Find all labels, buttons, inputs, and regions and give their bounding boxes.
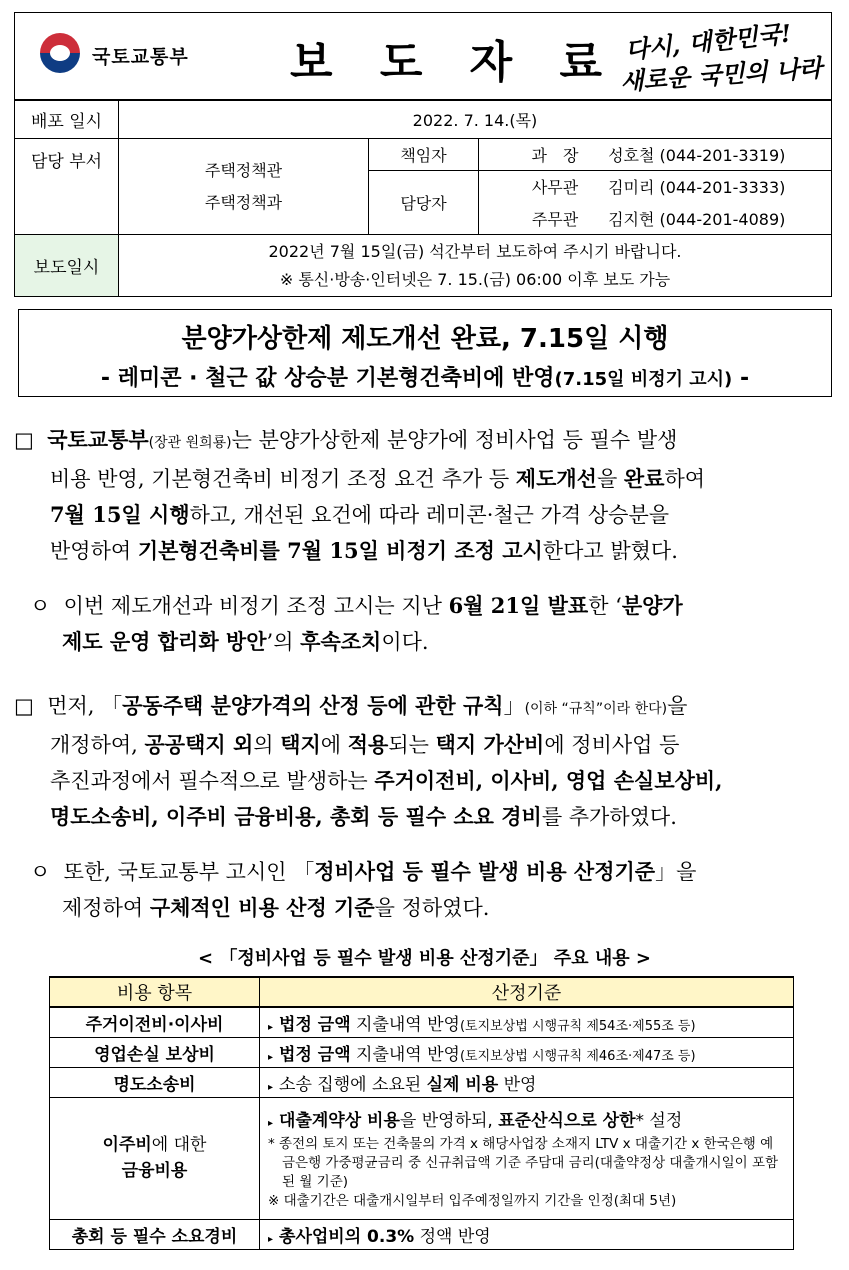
p1-line4-c: 한다고 밝혔다. — [542, 539, 678, 563]
p1-line2: 비용 반영, 기본형건축비 비정기 조정 요건 추가 등 — [50, 467, 516, 491]
staff2-row — [479, 203, 832, 235]
p3-line4-c: 를 추가하였다. — [541, 805, 677, 829]
p3-line1-a: 먼저, 「 — [47, 694, 123, 718]
r4-footnote: * 종전의 토지 또는 건축물의 가격 x 해당사업장 소재지 LTV x 대출기간 x 한국은행 예금은행 가중평균금리 중 신규취급액 기준 주담대 금리(대출약정상 대출개시일이 포함된 월 기준) — [268, 1135, 779, 1190]
p3-line1-c: 」 — [503, 694, 525, 718]
r1-note: (토지보상법 시행규칙 제54조·제55조 등) — [459, 1018, 696, 1034]
r4-item-a: 이주비 — [102, 1135, 152, 1155]
paragraph-3 — [14, 688, 839, 835]
headline-box — [18, 309, 832, 397]
staff1-row — [479, 171, 832, 203]
p1-line2-bold1: 제도개선 — [515, 466, 597, 491]
p3-line2-e: 에 — [320, 733, 348, 757]
row-item: 주거이전비·이사비 — [50, 1007, 260, 1037]
table-row — [50, 1037, 794, 1067]
p1-line3-bold: 7월 15일 시행 — [50, 502, 190, 527]
p3-line3-a: 추진과정에서 필수적으로 발생하는 — [50, 769, 375, 793]
p3-line2-a: 개정하여, — [50, 733, 145, 757]
r4-bold2: 표준산식으로 상한 — [498, 1110, 636, 1131]
column-header-standard: 산정기준 — [260, 977, 794, 1007]
p3-line3-bold: 주거이전비, 이사비, 영업 손실보상비, — [374, 768, 723, 793]
dept-names — [119, 139, 369, 235]
table-row — [50, 1067, 794, 1097]
r1-bold: 법정 금액 — [279, 1014, 351, 1035]
row-standard: ▸ 법정 금액 지출내역 반영(토지보상법 시행규칙 제46조·제47조 등) — [260, 1037, 794, 1067]
p2-line1-bold: 6월 21일 발표 — [448, 593, 589, 618]
square-bullet: □ — [14, 428, 34, 452]
government-logo-icon — [40, 33, 80, 73]
document-type: 보 도 자 료 — [290, 37, 618, 88]
p3-line2-d: 택지 — [280, 732, 321, 757]
p1-line4-bold: 기본형건축비를 7월 15일 비정기 조정 고시 — [137, 538, 543, 563]
table-row — [50, 1007, 794, 1037]
p3-line2-f: 적용 — [347, 732, 389, 757]
p1-line2-d: 하여 — [664, 467, 706, 491]
headline-sub-text: - 레미콘 · 철근 값 상승분 기본형건축비에 반영 — [100, 366, 555, 391]
resp-title: 과 장 — [531, 146, 579, 165]
r4-bold1: 대출계약상 비용 — [279, 1110, 400, 1131]
p2-line2-c: ’의 — [266, 630, 301, 654]
r4-reference-note: ※ 대출기간은 대출개시일부터 입주예정일까지 기간을 인정(최대 5년) — [268, 1192, 677, 1209]
p3-line4-bold: 명도소송비, 이주비 금융비용, 총회 등 필수 소요 경비 — [50, 804, 542, 829]
ministry-name: 국토교통부 — [92, 46, 189, 68]
slogan-line2: 새로운 국민의 나라 — [619, 52, 824, 97]
release-value: 2022. 7. 14.(목) — [119, 101, 832, 139]
circle-bullet: ㅇ — [30, 594, 51, 618]
p1-line2-bold2: 완료 — [623, 466, 665, 491]
r5-bold: 총사업비의 0.3% — [279, 1226, 415, 1247]
dept-line2: 주택정책과 — [204, 192, 283, 212]
p2-line1-d: 분양가 — [621, 593, 683, 618]
p4-line1-c: 」을 — [655, 860, 697, 884]
resp-row — [479, 139, 832, 171]
headline-sub — [19, 361, 831, 392]
row-item: 영업손실 보상비 — [50, 1037, 260, 1067]
square-bullet-2: □ — [14, 694, 34, 718]
p3-line1-d: 을 — [667, 694, 688, 718]
staff2-title: 주무관 — [531, 209, 579, 229]
p4-line1-a: 또한, 국토교통부 고시인 「 — [63, 860, 315, 884]
p1-line1: 는 분양가상한제 분양가에 정비사업 등 필수 발생 — [231, 428, 678, 452]
release-label: 배포 일시 — [15, 101, 119, 139]
circle-bullet-2: ㅇ — [30, 860, 51, 884]
row-standard: ▸ 대출계약상 비용을 반영하되, 표준산식으로 상한* 설정 * 종전의 토지 또는 건축물의 가격 x 해당사업장 소재지 LTV x 대출기간 x 한국은행 예금은행 가중평균금리 중 신규취급액 기준 주담대 금리(대출약정상 대출개시일이 포함된 월 기준) ※ 대출기간은 대출개시일부터 입주예정일까지 기간을 인정(최대 5년) — [260, 1097, 794, 1219]
resp-name: 성호철 (044-201-3319) — [608, 146, 786, 165]
p2-line2-e: 이다. — [381, 630, 429, 654]
embargo-line1: 2022년 7월 15일(금) 석간부터 보도하여 주시기 바랍니다. — [268, 241, 682, 261]
dept-line1: 주택정책관 — [204, 160, 283, 180]
embargo-line2: ※ 통신·방송·인터넷은 7. 15.(금) 06:00 이후 보도 가능 — [279, 269, 671, 289]
p2-line2-bold: 제도 운영 합리화 방안 — [62, 629, 267, 654]
headline-sub-end: - — [732, 366, 750, 391]
cost-standard-table — [49, 976, 794, 1250]
staff-label: 담당자 — [369, 171, 479, 235]
p4-line2-c: 을 정하였다. — [374, 896, 490, 920]
p2-line1-c: 한 ‘ — [588, 594, 622, 618]
resp-label: 책임자 — [369, 139, 479, 171]
p4-line2-bold: 구체적인 비용 산정 기준 — [149, 895, 375, 920]
r4-item-b: 에 대한 — [151, 1135, 207, 1155]
staff1-title: 사무관 — [531, 178, 579, 198]
paragraph-2 — [30, 588, 845, 660]
paragraph-4 — [30, 854, 845, 926]
p1-line2-c: 을 — [596, 467, 624, 491]
row-item: 명도소송비 — [50, 1067, 260, 1097]
p4-line2-a: 제정하여 — [62, 896, 150, 920]
row-standard: ▸ 총사업비의 0.3% 정액 반영 — [260, 1219, 794, 1249]
r5-text: 정액 반영 — [414, 1226, 491, 1247]
table-row — [50, 1097, 794, 1219]
r2-text: 지출내역 반영 — [350, 1044, 460, 1065]
row-standard: ▸ 소송 집행에 소요된 실제 비용 반영 — [260, 1067, 794, 1097]
paragraph-1 — [14, 422, 839, 569]
table-row — [50, 1219, 794, 1249]
r4-text2: * 설정 — [635, 1110, 683, 1131]
p1-note: (장관 원희룡) — [148, 435, 232, 451]
row-item: 총회 등 필수 소요경비 — [50, 1219, 260, 1249]
info-table — [14, 100, 832, 297]
r1-text: 지출내역 반영 — [350, 1014, 460, 1035]
r4-text1: 을 반영하되, — [399, 1110, 499, 1131]
r3-text2: 반영 — [498, 1074, 537, 1095]
row-item — [50, 1097, 260, 1219]
embargo-label: 보도일시 — [15, 235, 119, 297]
p3-line2-h: 택지 가산비 — [435, 732, 545, 757]
r4-item-c: 금융비용 — [121, 1161, 188, 1181]
r2-note: (토지보상법 시행규칙 제46조·제47조 등) — [459, 1048, 696, 1064]
staff2-name: 김지현 (044-201-4089) — [608, 209, 786, 229]
table-caption: < 「정비사업 등 필수 발생 비용 산정기준」 주요 내용 > — [198, 948, 651, 969]
p1-subject: 국토교통부 — [47, 427, 149, 452]
p3-line2-b: 공공택지 외 — [144, 732, 254, 757]
column-header-item: 비용 항목 — [50, 977, 260, 1007]
p1-line3: 하고, 개선된 요건에 따라 레미콘·철근 가격 상승분을 — [189, 503, 670, 527]
r3-bold: 실제 비용 — [426, 1074, 499, 1095]
slogan-line1: 다시, 대한민국! — [624, 18, 793, 65]
p2-line1-a: 이번 제도개선과 비정기 조정 고시는 지난 — [63, 594, 449, 618]
staff1-name: 김미리 (044-201-3333) — [608, 178, 786, 198]
p3-line2-g: 되는 — [388, 733, 436, 757]
r2-bold: 법정 금액 — [279, 1044, 351, 1065]
p3-line2-c: 의 — [253, 733, 281, 757]
row-standard: ▸ 법정 금액 지출내역 반영(토지보상법 시행규칙 제54조·제55조 등) — [260, 1007, 794, 1037]
p3-line2-i: 에 정비사업 등 — [544, 733, 680, 757]
headline-main: 분양가상한제 제도개선 완료, 7.15일 시행 — [181, 324, 669, 354]
p4-line1-bold: 정비사업 등 필수 발생 비용 산정기준 — [314, 859, 656, 884]
p3-note: (이하 “규칙”이라 한다) — [524, 701, 668, 717]
p3-line1-bold: 공동주택 분양가격의 산정 등에 관한 규칙 — [122, 693, 504, 718]
dept-label: 담당 부서 — [15, 139, 119, 235]
p2-line2-d: 후속조치 — [300, 629, 382, 654]
r3-text: 소송 집행에 소요된 — [279, 1074, 427, 1095]
p1-line4-a: 반영하여 — [50, 539, 138, 563]
headline-sub-note: (7.15일 비정기 고시) — [554, 369, 733, 390]
embargo-text — [119, 235, 832, 297]
